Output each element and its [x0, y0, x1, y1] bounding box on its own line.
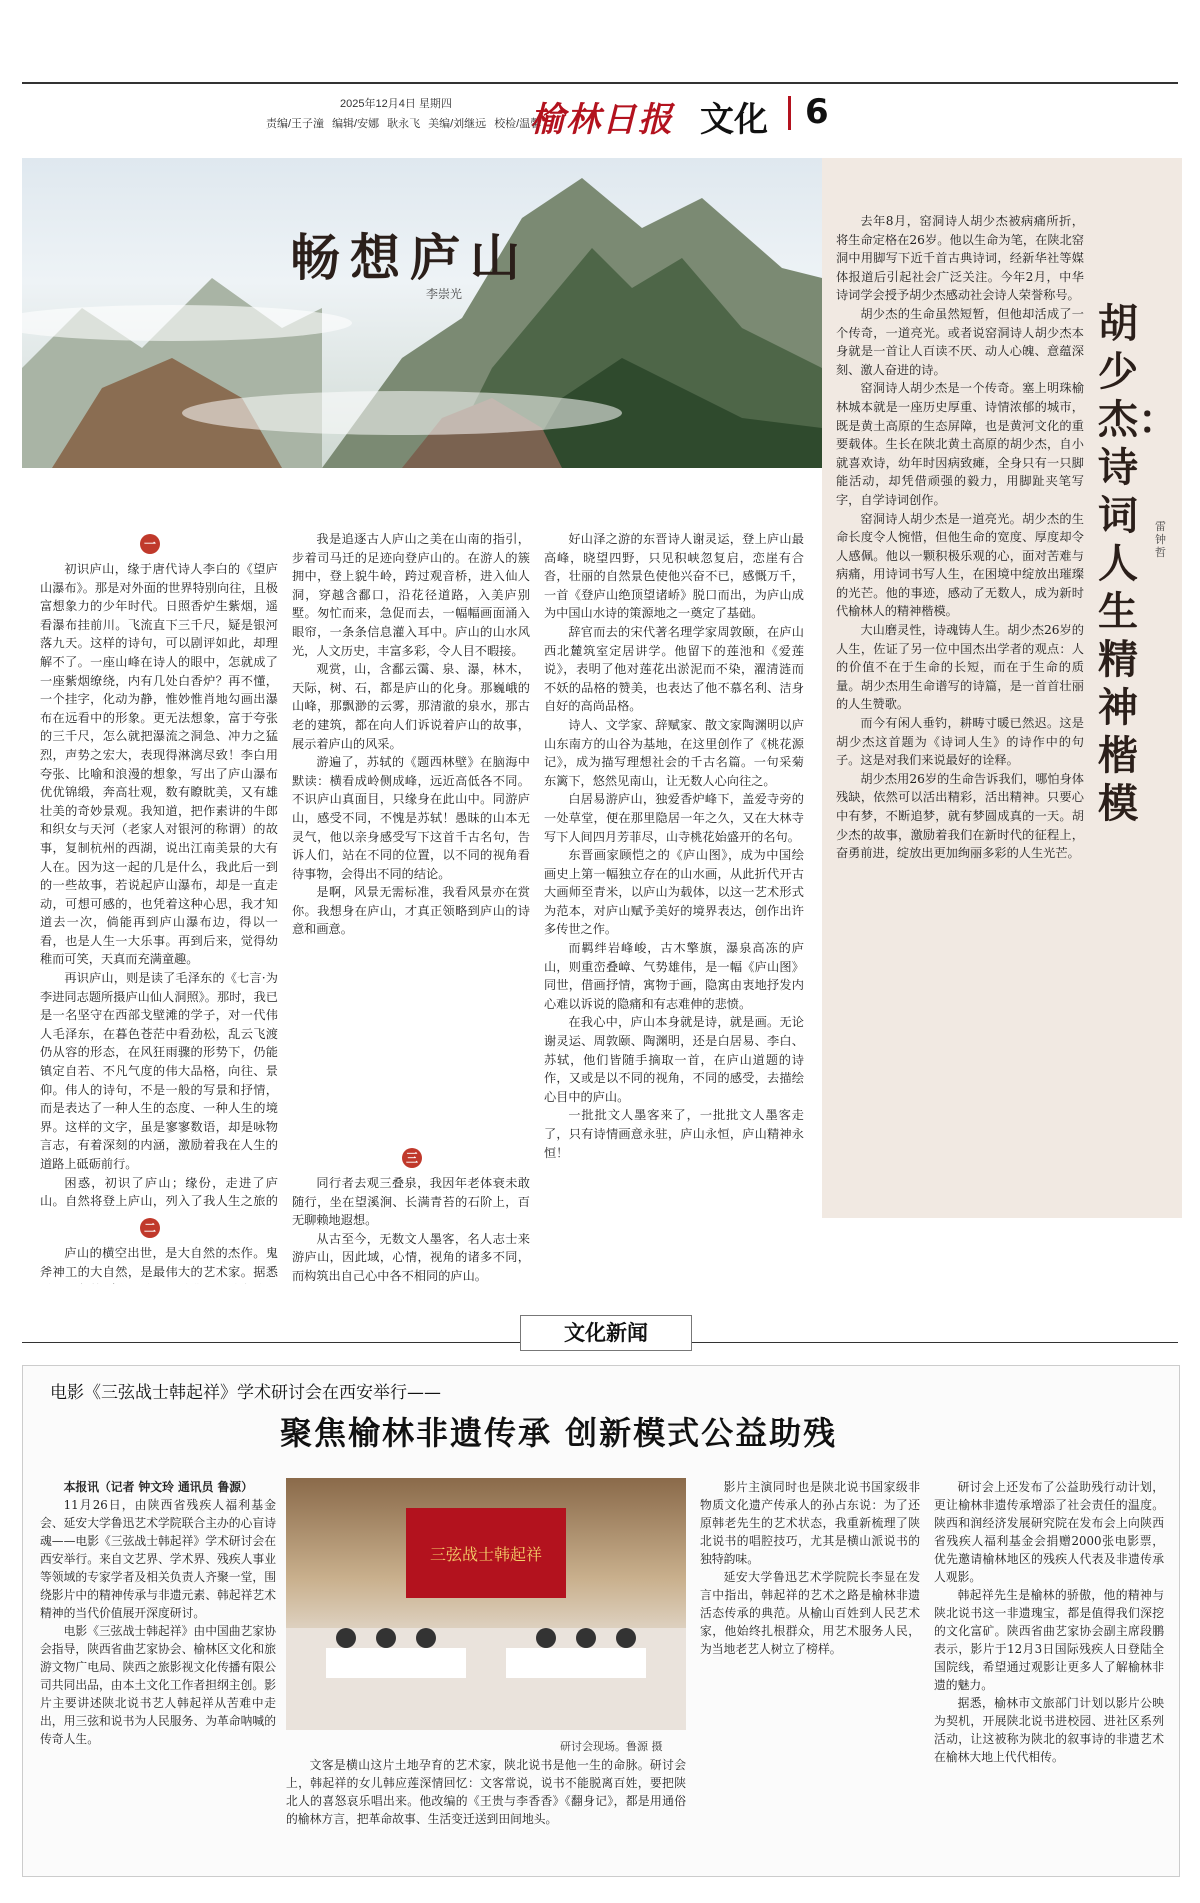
page-number: 6	[805, 92, 829, 132]
editor-credit: 美编/刘继远	[428, 118, 487, 130]
editor-credit: 责编/王子潼	[266, 118, 325, 130]
paragraph: 同行者去观三叠泉，我因年老体衰未敢随行，坐在望溪涧、长满青苔的石阶上，百无聊赖地遐想。	[292, 1176, 530, 1228]
photo-caption: 研讨会现场。鲁源 摄	[560, 1740, 663, 1753]
paragraph: 庐山的横空出世，是大自然的杰作。鬼斧神工的大自然，是最伟大的艺术家。据悉	[40, 1246, 278, 1279]
paragraph: 在我心中，庐山本身就是诗，就是画。无论谢灵运、周敦颐、陶渊明，还是白居易、李白、苏轼，他们皆随手摘取一首，在庐山道题的诗作，又或是以不同的视角，不同的感受，去描绘心目中的庐山。	[544, 1015, 804, 1104]
section-marker: 一	[140, 534, 160, 554]
paragraph: 据悉，榆林市文旅部门计划以影片公映为契机，开展陕北说书进校园、进社区系列活动，让这被称为陕北的叙事诗的非遗艺术在榆林大地上代代相传。	[934, 1696, 1164, 1764]
paragraph: 电影《三弦战士韩起祥》由中国曲艺家协会指导，陕西省曲艺家协会、榆林区文化和旅游文物广电局、陕西之旅影视文化传播有限公司共同出品，由本土文化工作者担纲主创。影片主要讲述陕北说书艺人韩起祥从苦难中走出，用三弦和说书为人民服务、为革命呐喊的传奇人生。	[40, 1624, 276, 1746]
news-column-4	[934, 1478, 1164, 1863]
feature-column-3	[544, 530, 804, 1290]
feature-author: 李崇光	[426, 287, 463, 301]
editor-credit: 耿永飞	[387, 118, 421, 130]
header-separator	[788, 96, 791, 130]
paragraph: 初识庐山，缘于唐代诗人李白的《望庐山瀑布》。那是对外面的世界特别向往，且极富想象力的少年时代。日照香炉生紫烟，遥看瀑布挂前川。飞流直下三千尺，疑是银河落九天。这样的诗句，可以剧评如此，却理解不了。一座山峰在诗人的眼中，怎就成了一座紫烟缭绕，内有几处白香炉？再不懂，一个挂字，化动为静，惟妙惟肖地勾画出瀑布在远看中的形象。更无法想象，富于夸张的三千尺，怎么就把瀑流之洞急、冲力之猛烈，声势之宏大，表现得淋漓尽致！李白用夸张、比喻和浪漫的想象，写出了庐山瀑布优优锦缎，奔高壮观，数有瞭眈美，又有雄壮美的奇妙景观。我知道，把作素讲的牛郎和织女与天河（老家人对银河的称谓）的故事，复制杭州的西湖，说出江南美景的大有人在。因为这一起的几是什么，我此后一到的一些故事，若说起庐山瀑布，却是一直走动，可想可感的，也凭着这种心思，我才知道去一次，倘能再到庐山瀑布边，得以一看，也是人生一大乐事。再到后来，觉得幼稚而可笑，天真而充满童趣。	[40, 562, 278, 967]
paragraph: 大山磨灵性，诗魂铸人生。胡少杰26岁的人生，佐证了另一位中国杰出学者的观点：人的价值不在于生命的长短，而在于生命的质量。胡少杰用生命谱写的诗篇，是一首首壮丽的人生赞歌。	[836, 623, 1084, 712]
side-article-body	[836, 212, 1084, 1202]
feature-title: 畅想庐山	[290, 228, 530, 287]
news-subhead: 电影《三弦战士韩起祥》学术研讨会在西安举行——	[50, 1383, 441, 1403]
side-article-title: 胡少杰：诗词人生 精神楷模	[1098, 300, 1178, 827]
paragraph: 白居易游庐山，独爱香炉峰下，盖爱寺旁的一处草堂，便在那里隐居一年之久，又在大林寺写下人间四月芳菲尽，山寺桃花始盛开的名句。	[544, 792, 804, 844]
section-marker: 二	[140, 1218, 160, 1238]
paragraph: 研讨会上还发布了公益助残行动计划，更让榆林非遗传承增添了社会责任的温度。陕西和润经济发展研究院在发布会上向陕西省残疾人福利基金会捐赠2000张电影票，优先邀请榆林地区的残疾人代表及非遗传承人观影。	[934, 1480, 1164, 1584]
paragraph: 观赏，山，含鄱云霭、泉、瀑，林木，天际，树、石，都是庐山的化身。那巍峨的山峰，那飘渺的云雾，那清澈的泉水，那古老的建筑，都在向人们诉说着庐山的故事，展示着庐山的风采。	[292, 662, 530, 751]
paragraph: 而今有闲人垂钓，耕畴寸暖已然迟。这是胡少杰这首题为《诗词人生》的诗作中的句子。这是对我们来说最好的诠释。	[836, 716, 1084, 768]
section-marker: 三	[402, 1148, 422, 1168]
issue-date: 2025年12月4日 星期四	[340, 98, 452, 110]
paragraph: 好山泽之游的东晋诗人谢灵运，登上庐山最高峰，晓望四野，只见积峡忽复启，恋崖有合沓，壮丽的自然景色使他兴奋不已，感慨万千，一首《登庐山绝顶望诸峤》脱口而出，为庐山成为中国山水诗的策源地之一奠定了基础。	[544, 532, 804, 621]
paragraph: 窑洞诗人胡少杰是一个传奇。塞上明珠榆林城本就是一座历史厚重、诗情浓郁的城市，既是黄土高原的生态屏障，也是黄河文化的重要载体。生长在陕北黄土高原的胡少杰，自小就喜欢诗，幼年时因病致瘫，全身只有一只脚能活动，却凭借顽强的毅力，用脚趾夹笔写字，自学诗词创作。	[836, 381, 1084, 507]
paragraph: 影片主演同时也是陕北说书国家级非物质文化遗产传承人的孙占东说：为了还原韩老先生的艺术状态，我重新梳理了陕北说书的唱腔技巧，尤其是横山派说书的独特韵味。	[700, 1480, 920, 1566]
paragraph: 延安大学鲁迅艺术学院院长李显在发言中指出，韩起祥的艺术之路是榆林非遗活态传承的典范。从榆山百姓到人民艺术家，他始终扎根群众，用艺术服务人民，为当地老艺人树立了榜样。	[700, 1570, 920, 1656]
side-article-author: 雷钟哲	[1155, 520, 1166, 559]
photo-banner-text: 三弦战士韩起祥	[429, 1545, 543, 1564]
feature-column-1	[40, 560, 278, 1210]
news-section-tag: 文化新闻	[520, 1315, 692, 1351]
paragraph: 东晋画家顾恺之的《庐山图》，成为中国绘画史上第一幅独立存在的山水画，从此折代开古大画师至青米，以庐山为载体，以这一艺术形式为范本，对庐山赋予美好的境界表达，创作出许多传世之作。	[544, 848, 804, 937]
paragraph: 文客是横山这片土地孕育的艺术家，陕北说书是他一生的命脉。研讨会上，韩起祥的女儿韩应莲深情回忆：文客常说，说书不能脱离百姓，要把陕北人的喜怒哀乐唱出来。他改编的《王贵与李香香》《翻身记》，都是用通俗的榆林方言，把革命故事、生活变迁送到田间地头。	[286, 1758, 686, 1826]
news-column-2	[286, 1756, 686, 1864]
newspaper-masthead: 榆林日报	[530, 100, 674, 140]
editor-credit: 编辑/安娜	[332, 118, 380, 130]
news-headline: 聚焦榆林非遗传承 创新模式公益助残	[280, 1414, 838, 1452]
editor-credit: 校检/温馨	[494, 118, 542, 130]
seminar-photo	[286, 1478, 686, 1730]
header-rule	[22, 82, 1178, 84]
paragraph: 窑洞诗人胡少杰是一道亮光。胡少杰的生命长度令人惋惜，但他生命的宽度、厚度却令人感佩。他以一颗积极乐观的心，面对苦难与病痛，用诗词书写人生，在困境中绽放出璀璨的光芒。他的事迹，感动了无数人，成为新时代榆林人的精神楷模。	[836, 511, 1084, 619]
paragraph: 从古至今，无数文人墨客，名人志士来游庐山，因此域，心情，视角的诸多不同，而构筑出自己心中各不相同的庐山。	[292, 1231, 530, 1283]
paragraph: 胡少杰的生命虽然短暂，但他却活成了一个传奇，一道亮光。或者说窑洞诗人胡少杰本身就是一首让人百读不厌、动人心魄、意蕴深刻、激人奋进的诗。	[836, 306, 1084, 377]
paragraph: 11月26日，由陕西省残疾人福利基金会、延安大学鲁迅艺术学院联合主办的心盲诗魂——电影《三弦战士韩起祥》学术研讨会在西安举行。来自文艺界、学术界、残疾人事业等领域的专家学者及相关负责人齐聚一堂，围绕影片中的精神传承与非遗元素、韩起祥艺术精神的当代价值展开深度研讨。	[40, 1498, 276, 1620]
section-name: 文化	[700, 100, 768, 140]
feature-column-2	[292, 530, 530, 1130]
paragraph: 诗人、文学家、辞赋家、散文家陶渊明以庐山东南方的山谷为基地，在这里创作了《桃花源记》，成为描写理想社会的千古名篇。一句采菊东篱下，悠然见南山，让无数人心向往之。	[544, 717, 804, 788]
news-column-3	[700, 1478, 920, 1863]
news-column-1	[40, 1478, 276, 1863]
feature-column-2-tail	[292, 1174, 530, 1284]
paragraph: 辞官而去的宋代著名理学家周敦颐，在庐山西北麓筑室定居讲学。他留下的莲池和《爱莲说》，表明了他对莲花出淤泥而不染，濯清涟而不妖的品格的赞美，也表达了他不慕名利、洁身自好的高尚品格。	[544, 624, 804, 714]
paragraph: 再识庐山，则是读了毛泽东的《七言·为李进同志题所摄庐山仙人洞照》。那时，我已是一名坚守在西部戈壁滩的学子，对一代伟人毛泽东，在暮色苍茫中看劲松，乱云飞渡仍从容的形态，在风狂雨骤的形势下，仍能镇定自若、不凡气度的伟大品格，向往、景仰。伟人的诗句，不是一般的写景和抒情，而是表达了一种人生的态度、一种人生的境界。这样的文字，虽是寥寥数语，却是咏物言志，有着深刻的内涵，激励着我在人生的道路上砥砺前行。	[40, 971, 278, 1171]
byline: 本报讯（记者 钟文玲 通讯员 鲁源）	[63, 1480, 253, 1494]
paragraph: 韩起祥先生是榆林的骄傲，他的精神与陕北说书这一非遗瑰宝，都是值得我们深挖的文化富矿。陕西省曲艺家协会副主席段鹏表示，影片于12月3日国际残疾人日登陆全国院线，希望通过观影让更多人了解榆林非遗的魅力。	[934, 1588, 1164, 1692]
paragraph: 困惑，初识了庐山；缘份，走进了庐山。自然将登上庐山，列入了我人生之旅的	[40, 1175, 278, 1209]
paragraph: 游遍了，苏轼的《题西林壁》在脑海中默读：横看成岭侧成峰，远近高低各不同。不识庐山真面目，只缘身在此山中。同游庐山，感受不同，不愧是苏轼！愚昧的山本无灵气，他以亲身感受写下这首千古名句，告诉人们，站在不同的位置，以不同的视角看待事物，会得出不同的结论。	[292, 755, 530, 881]
paragraph: 去年8月，窑洞诗人胡少杰被病痛所折，将生命定格在26岁。他以生命为笔，在陕北窑洞中用脚写下近千首古典诗词，经新华社等媒体报道后引起社会广泛关注。今年2月，中华诗词学会授予胡少杰感动社会诗人荣誉称号。	[836, 214, 1084, 303]
paragraph: 我是追逐古人庐山之美在山南的指引，步着司马迁的足迹向登庐山的。在游人的簇拥中，登上貌牛岭，跨过观音桥，进入仙人洞，穿越含鄱口，沿花径道路，入美庐别墅。匆忙而来，急促而去，一幅幅画面涌入眼帘，一条条信息灌入耳中。庐山的山水风光，人文历史，丰富多彩，令人目不暇接。	[292, 532, 530, 658]
paragraph: 而羁绊岩峰峻，古木擎旗，瀑泉高冻的庐山，则重峦叠嶂、气势雄伟，是一幅《庐山图》同世，借画抒情，寓物于画，隐寓由衷地抒发内心难以诉说的隐痛和有志难伸的悲愤。	[544, 941, 804, 1011]
paragraph: 胡少杰用26岁的生命告诉我们，哪怕身体残缺，依然可以活出精彩，活出精神。只要心中有梦，不断追梦，就有梦圆成真的一天。胡少杰的故事，激励着我们在新时代的征程上，奋勇前进，绽放出更加绚丽多彩的人生光芒。	[836, 771, 1084, 861]
feature-column-1-tail	[40, 1244, 278, 1284]
paragraph: 一批批文人墨客来了，一批批文人墨客走了，只有诗情画意永驻，庐山永恒，庐山精神永恒！	[544, 1108, 804, 1160]
header-meta	[266, 95, 542, 131]
lushan-landscape-image	[22, 158, 822, 468]
paragraph: 是啊，风景无需标准，我看风景亦在赏你。我想身在庐山，才真正领略到庐山的诗意和画意。	[292, 885, 530, 937]
